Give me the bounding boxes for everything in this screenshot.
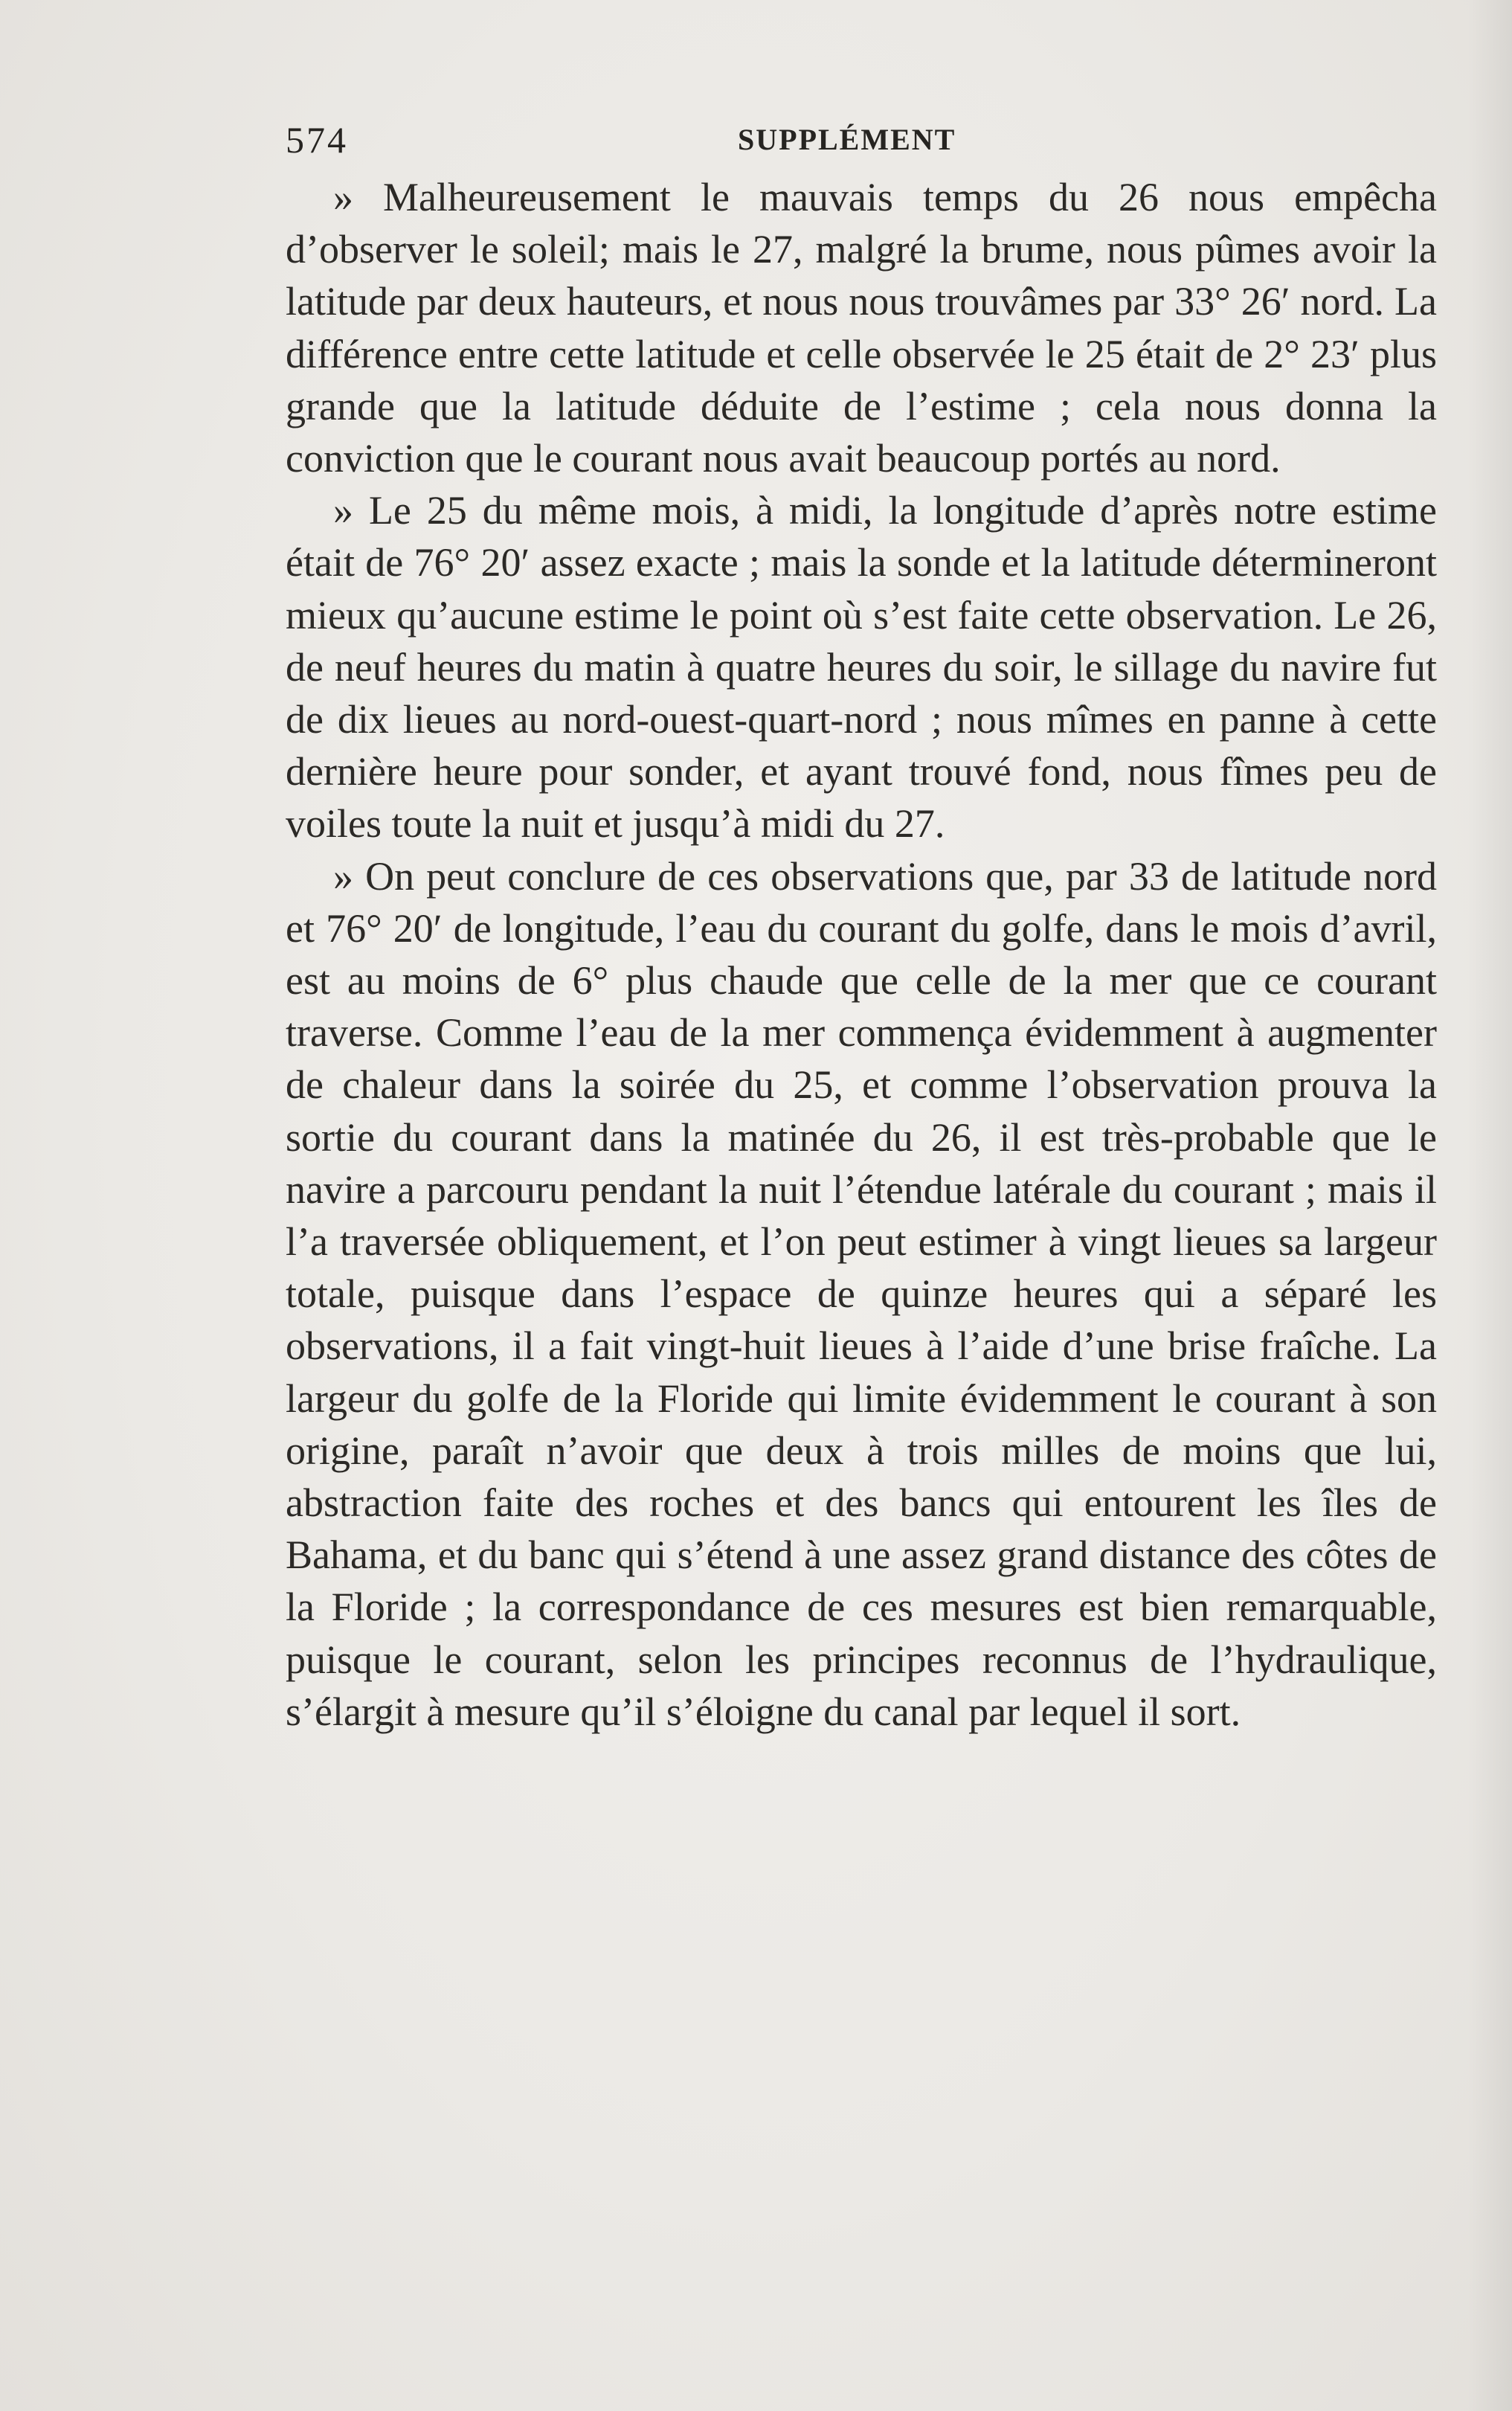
page-edge-shadow <box>1467 0 1512 2411</box>
paragraph-2: » Le 25 du même mois, à midi, la longitude d’après notre estime était de 76° 20′ assez exacte ; mais la sonde et la latitude détermineront mieux qu’aucune estime le point où s’est faite cette observation. Le 26, de neuf heures du matin à quatre heures du soir, le sillage du navire fut de dix lieues au nord-ouest-quart-nord ; nous mîmes en panne à cette dernière heure pour sonder, et ayant trouvé fond, nous fîmes peu de voiles toute la nuit et jusqu’à midi du 27. <box>286 488 1437 847</box>
running-title: SUPPLÉMENT <box>738 123 956 156</box>
paragraph-1: » Malheureusement le mauvais temps du 26 nous empêcha d’observer le soleil; mais le 27, malgré la brume, nous pûmes avoir la latitude par deux hauteurs, et nous nous trouvâmes par 33° 26′ nord. La différence entre cette latitude et celle observée le 25 était de 2° 23′ plus grande que la latitude déduite de l’estime ; cela nous donna la conviction que le courant nous avait beaucoup portés au nord. <box>286 175 1437 481</box>
page-number: 574 <box>286 119 348 161</box>
running-header <box>286 118 1437 162</box>
paragraph-3: » On peut conclure de ces observations que, par 33 de latitude nord et 76° 20′ de longitude, l’eau du courant du golfe, dans le mois d’avril, est au moins de 6° plus chaude que celle de la mer que ce courant traverse. Comme l’eau de la mer commença évidemment à augmenter de chaleur dans la soirée du 25, et comme l’observation prouva la sortie du courant dans la matinée du 26, il est très-probable que le navire a parcouru pendant la nuit l’étendue latérale du courant ; mais il l’a traversée obliquement, et l’on peut estimer à vingt lieues sa largeur totale, puisque dans l’espace de quinze heures qui a séparé les observations, il a fait vingt-huit lieues à l’aide d’une brise fraîche. La largeur du golfe de la Floride qui limite évidemment le courant à son origine, paraît n’avoir que deux à trois milles de moins que lui, abstraction faite des roches et des bancs qui entourent les îles de Bahama, et du banc qui s’étend à une assez grand distance des côtes de la Floride ; la correspondance de ces mesures est bien remarquable, puisque le courant, selon les principes reconnus de l’hydraulique, s’élargit à mesure qu’il s’éloigne du canal par lequel il sort. <box>286 853 1437 1734</box>
body-text <box>286 171 1437 1738</box>
